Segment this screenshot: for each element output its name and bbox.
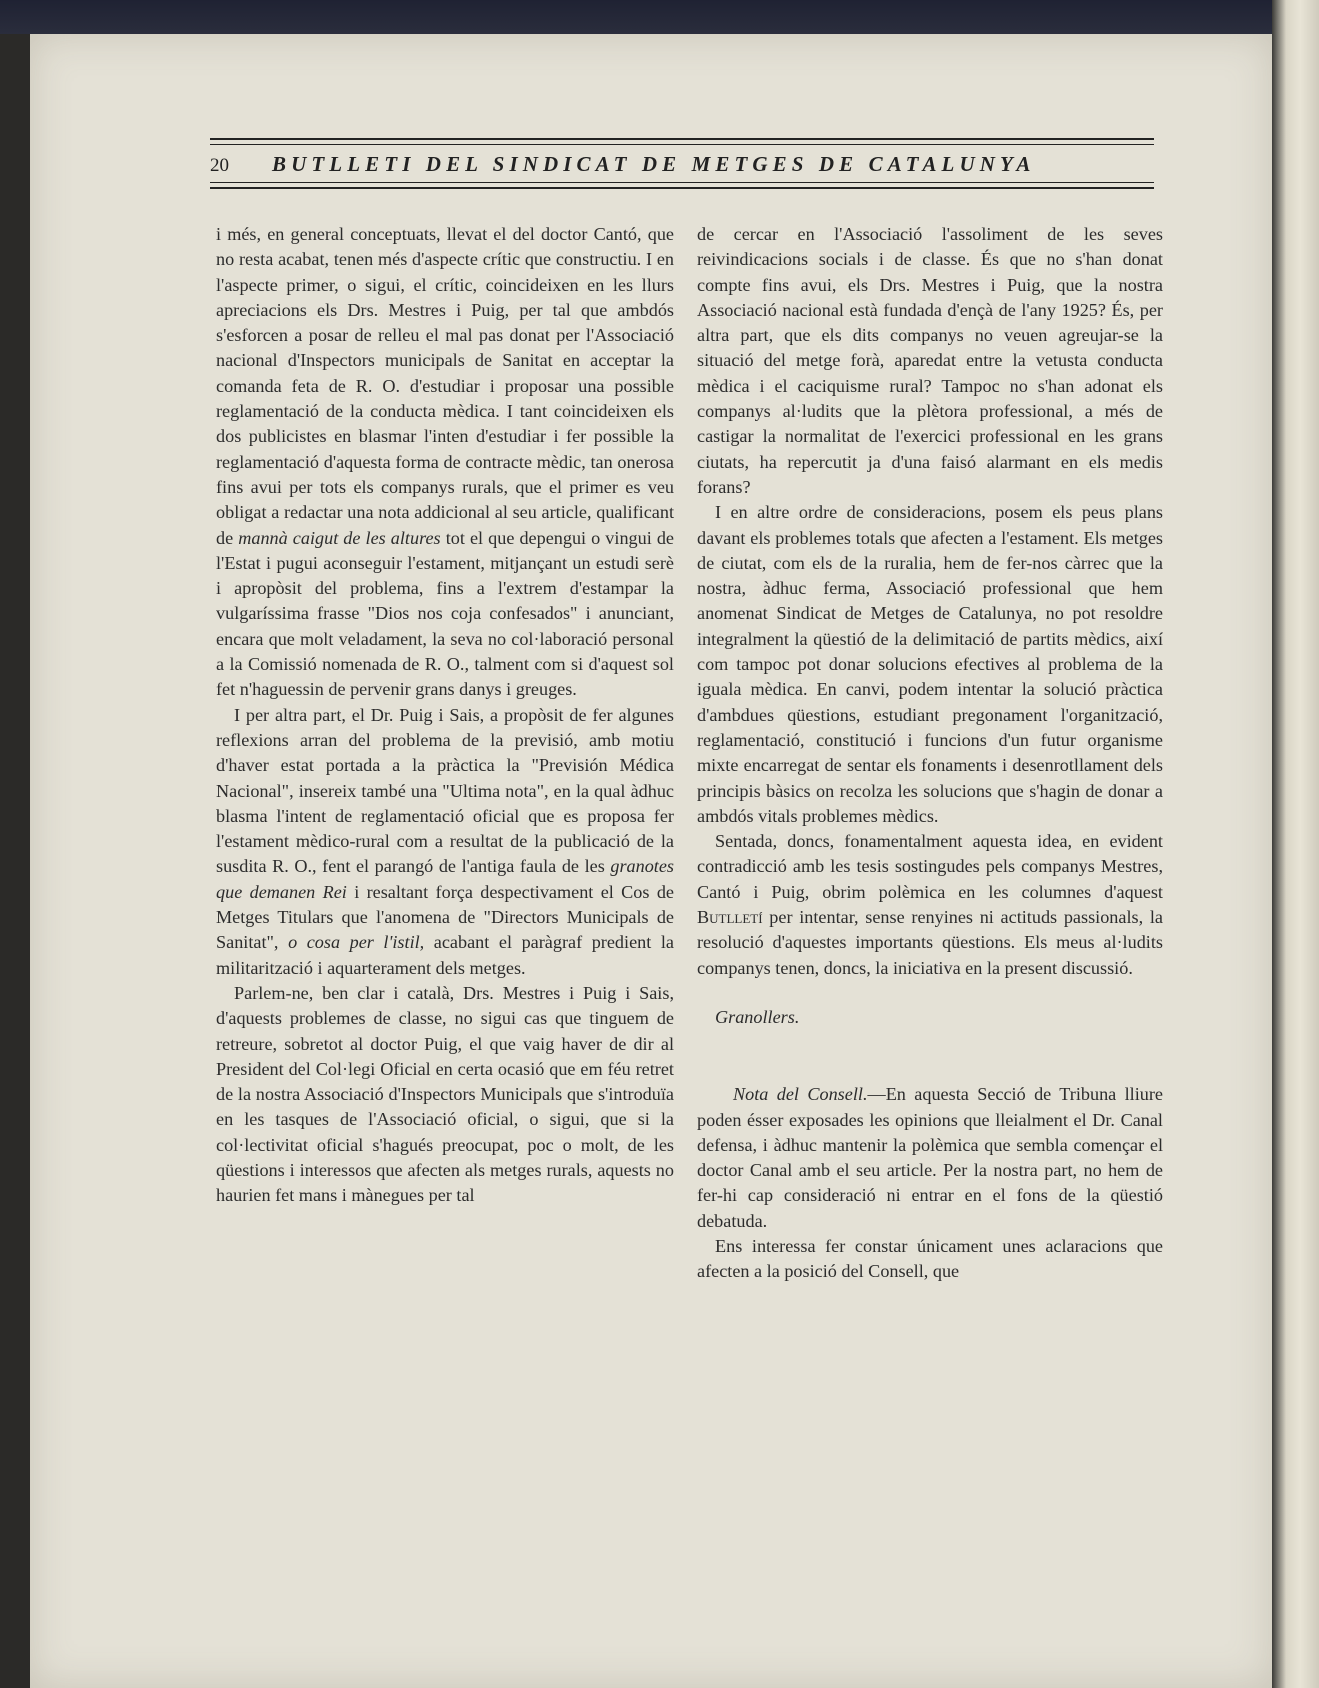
note-text: —En aquesta Secció de Tribuna lliure poden ésser exposades les opinions que lleialment el Dr. Canal defensa, i àdhuc mantenir la polèmica que sembla començar el doctor Canal amb el seu article. Per la nostra part, no hem de fer-hi cap consideració ni entrar en el fons de la qüestió debatuda. [697, 1084, 1164, 1231]
italic-phrase: mannà caigut de les altures [238, 527, 441, 548]
text-run: I per altra part, el Dr. Puig i Sais, a propòsit de fer algunes reflexions arran del problema de la previsió, amb motiu d'haver estat portada a la pràctica la "Previsión Médica Nacional", insereix també una "Ultima nota", en la qual àdhuc blasma l'intent de reglamentació oficial que es proposa fer l'estament mèdico-rural com a resultat de la publicació de la susdita R. O., fent el parangó de l'antiga faula de les [216, 704, 674, 877]
page-number: 20 [210, 155, 229, 176]
right-paragraph-3 [697, 829, 1163, 981]
council-note [697, 1082, 1163, 1234]
scan-border-right [1272, 0, 1319, 1688]
note-label: Nota del Consell. [733, 1084, 868, 1105]
right-paragraph-1: de cercar en l'Associació l'assoliment de les seves reivindicacions socials i de classe. És que no s'han donat compte fins avui, els Drs. Mestres i Puig, que la nostra Associació nacional està fundada d'ençà de l'any 1925? És, per altra part, que els dits companys no veuen agreujar-se la situació del metge forà, aparedat entre la vetusta conducta mèdica i el caciquisme rural? Tampoc no s'han adonat els companys al·ludits que la plètora professional, a més de castigar la normalitat de l'exercici professional en les grans ciutats, ha repercutit ja d'una faisó alarmant en els medis forans? [697, 224, 1163, 497]
left-column [216, 222, 674, 1209]
header-rule-bottom [210, 187, 1154, 189]
italic-phrase: granotes que demanen Rei [216, 856, 674, 902]
right-column [697, 222, 1163, 1285]
left-paragraph-1 [216, 222, 674, 703]
text-run: per intentar, sense renyines ni actituds passionals, la resolució d'aquestes importants qüestions. Els meus al·ludits companys tenen, doncs, la iniciativa en la present discussió. [697, 907, 1163, 978]
text-run: tot el que depengui o vingui de l'Estat i pugui aconseguir l'estament, mitjançant un estudi serè i apropòsit del problema, fins a l'extrem d'estampar la vulgaríssima frasse "Dios nos coja confesados" i anunciant, encara que molt veladament, la seva no col·laboració personal a la Comissió nomenada de R. O., talment com si d'aquest sol fet n'haguessin de pervenir grans danys i greuges. [216, 527, 675, 700]
small-caps-title: Butlletí [697, 907, 763, 928]
italic-phrase: o cosa per l'istil, [288, 932, 425, 953]
right-paragraph-2: I en altre ordre de consideracions, posem els peus plans davant els problemes totals que afecten a l'estament. Els metges de ciutat, com els de la ruralia, hem de fer-nos càrrec que la nostra, àdhuc ferma, Associació professional que hem anomenat Sindicat de Metges de Catalunya, no pot resoldre integralment la qüestió de la delimitació de partits mèdics, així com tampoc pot donar solucions efectives al problema de la iguala mèdica. En canvi, podem intentar la solució pràctica d'ambdues qüestions, estudiant pregonament l'organització, reglamentació, constitució i funcions d'un futur organisme mixte encarregat de sentar els fonaments i desenrotllament dels principis bàsics on recolza les solucions que s'hagin de donar a ambdós vitals problemes mèdics. [697, 502, 1163, 826]
left-paragraph-3: Parlem-ne, ben clar i català, Drs. Mestres i Puig i Sais, d'aquests problemes de classe, no sigui cas que tinguem de retreure, sobretot al doctor Puig, el que vaig haver de dir al President del Col·legi Oficial en certa ocasió que em féu retret de la nostra Associació d'Inspectors Municipals que s'introduïa en les tasques de l'Associació oficial, o sigui, que si la col·lectivitat oficial s'hagués preocupat, poc o molt, de les qüestions i interessos que afecten als metges rurals, aquests no haurien fet mans i mànegues per tal [216, 982, 674, 1206]
left-paragraph-2 [216, 703, 674, 981]
text-run: i resaltant força despectivament el Cos de Metges Titulars que l'anomena de "Directors Municipals de Sanitat", [216, 881, 674, 953]
right-paragraph-last: Ens interessa fer constar únicament unes aclaracions que afecten a la posició del Consell, que [697, 1235, 1163, 1282]
running-title: BUTLLETI DEL SINDICAT DE METGES DE CATALUNYA [272, 152, 1036, 176]
author-location: Granollers. [715, 1006, 800, 1027]
scan-border-top [0, 0, 1319, 34]
header-rule-top-thin [210, 144, 1154, 145]
header-rule-top [210, 138, 1154, 140]
page-header [210, 138, 1154, 194]
header-rule-bottom-thin [210, 182, 1154, 183]
text-run: Sentada, doncs, fonamentalment aquesta idea, en evident contradicció amb les tesis sostingudes pels companys Mestres, Cantó i Puig, obrim polèmica en les columnes d'aquest [697, 831, 1163, 902]
text-run: i més, en general conceptuats, llevat el del doctor Cantó, que no resta acabat, tenen més d'aspecte crític que constructiu. I en l'aspecte primer, o sigui, el crític, coincideixen en les llurs apreciacions els Drs. Mestres i Puig, per tal que ambdós s'esforcen a posar de relleu el mal pas donat per l'Associació nacional d'Inspectors municipals de Sanitat en acceptar la comanda feta de R. O. d'estudiar i proposar una possible reglamentació de la conducta mèdica. I tant coincideixen els dos publicistes en blasmar l'inten d'estudiar i fer possible la reglamentació d'aquesta forma de contracte mèdic, tan onerosa fins avui per tots els companys rurals, que el primer es veu obligat a redactar una nota addicional al seu article, qualificant de [216, 224, 674, 548]
text-run: acabant el paràgraf predient la militarització i aquarterament dels metges. [216, 932, 674, 978]
